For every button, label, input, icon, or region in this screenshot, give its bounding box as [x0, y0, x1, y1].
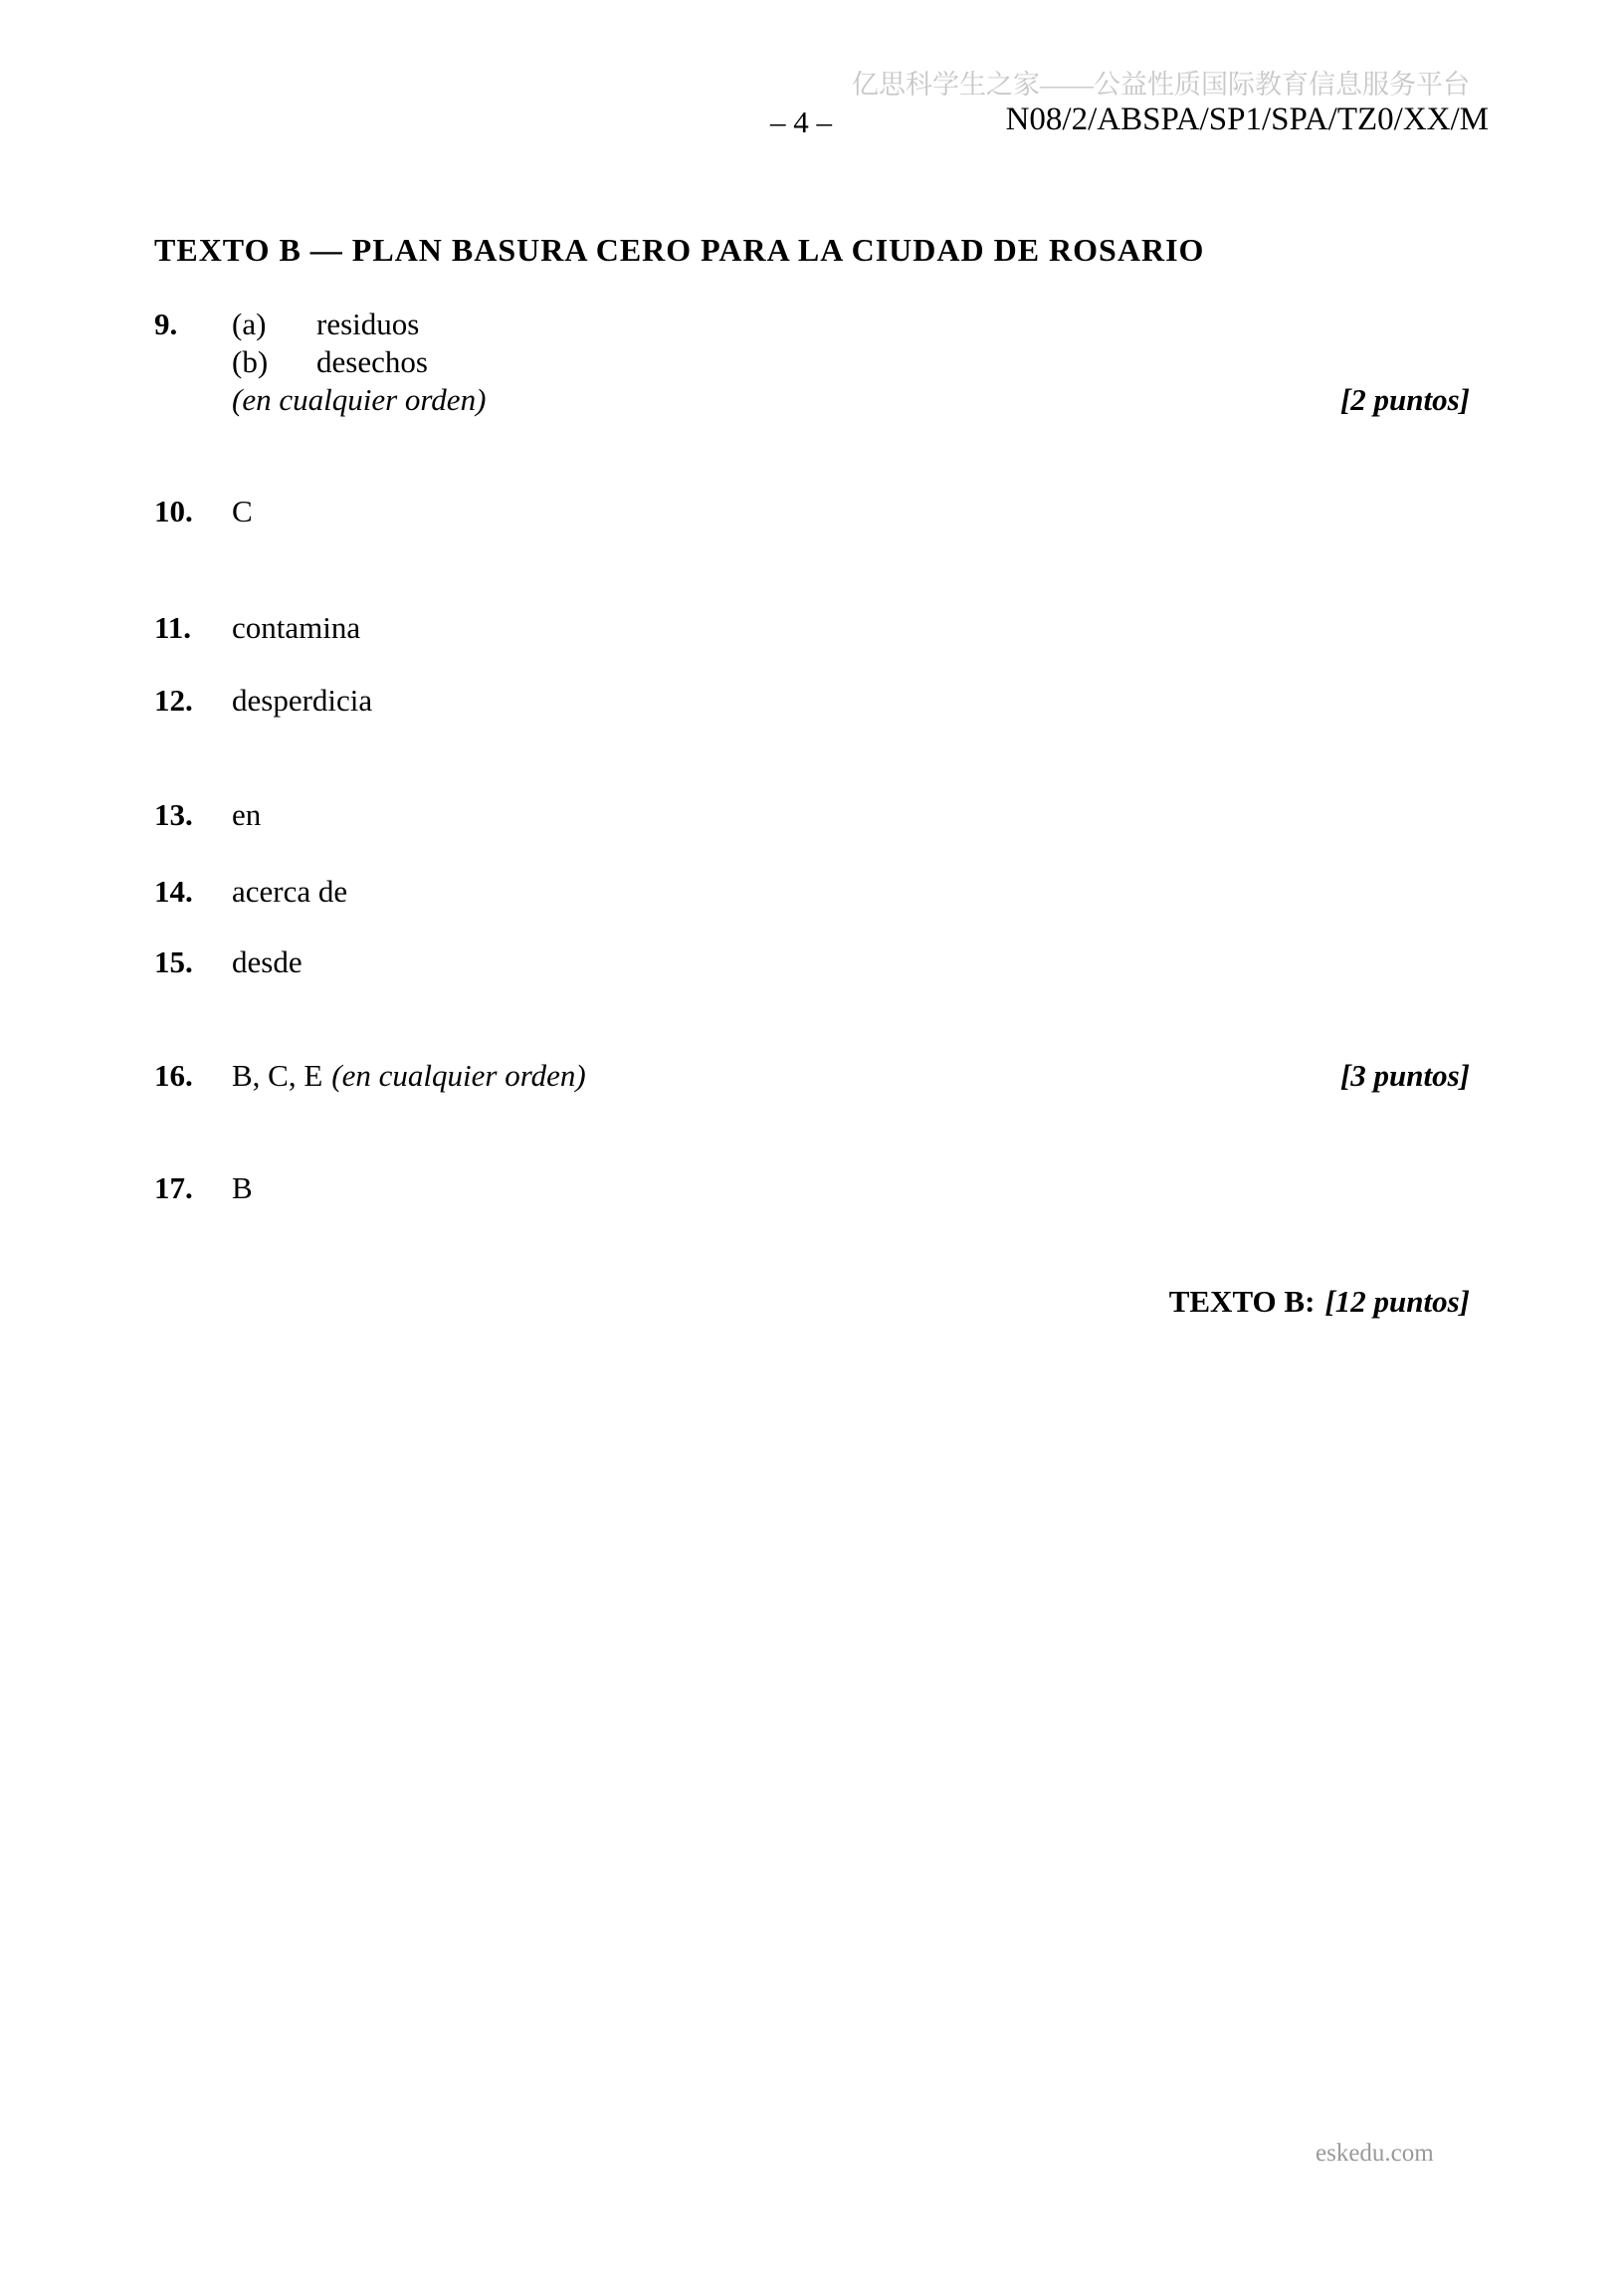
answer-text: B, C, E: [232, 1058, 323, 1093]
answer-item-16: [154, 1057, 1470, 1095]
answer-text: acerca de: [232, 874, 348, 909]
question-number: 9.: [154, 307, 178, 341]
answer-text: desde: [232, 944, 303, 979]
answer-part-row: [232, 343, 1470, 381]
answer-text: residuos: [316, 307, 420, 341]
answer-text: B: [232, 1170, 253, 1205]
question-number: 16.: [154, 1058, 193, 1093]
note-row: [232, 381, 1470, 419]
order-note: (en cualquier orden): [331, 1058, 586, 1093]
header-watermark: 亿思科学生之家——公益性质国际教育信息服务平台: [852, 70, 1470, 100]
page-title: TEXTO B — PLAN BASURA CERO PARA LA CIUDAD DE ROSARIO: [154, 232, 1205, 268]
question-number: 17.: [154, 1170, 193, 1205]
points-label: [3 puntos]: [1339, 1058, 1470, 1093]
question-number: 15.: [154, 944, 193, 979]
exam-code: N08/2/ABSPA/SP1/SPA/TZ0/XX/M: [1005, 102, 1489, 137]
section-total-label: TEXTO B:: [1168, 1284, 1316, 1319]
answer-part-row: [232, 306, 1470, 343]
part-label: (a): [232, 307, 267, 341]
question-number: 11.: [154, 610, 192, 645]
points-label: [2 puntos]: [1339, 382, 1470, 417]
part-label: (b): [232, 344, 269, 379]
answer-with-note: [232, 1057, 586, 1095]
answer-item-11: [154, 609, 1470, 647]
order-note: (en cualquier orden): [232, 382, 487, 417]
answer-item-15: [154, 943, 1470, 981]
question-number: 14.: [154, 874, 193, 909]
page-number: – 4 –: [770, 104, 832, 139]
question-number: 12.: [154, 683, 193, 718]
question-number: 13.: [154, 797, 193, 832]
answer-item-9: [154, 306, 1470, 419]
section-total-points: [12 puntos]: [1324, 1284, 1470, 1319]
answer-text: desechos: [316, 344, 428, 379]
answer-item-12: [154, 682, 1470, 720]
question-number: 10.: [154, 494, 193, 528]
footer-watermark: eskedu.com: [1316, 2140, 1434, 2167]
answer-item-13: [154, 796, 1470, 834]
section-total: [1169, 1283, 1470, 1321]
answer-item-10: [154, 493, 1470, 530]
answer-item-17: [154, 1169, 1470, 1207]
answer-text: C: [232, 494, 253, 528]
answer-item-14: [154, 873, 1470, 911]
answer-text: contamina: [232, 610, 361, 645]
answer-text: desperdicia: [232, 683, 373, 718]
answer-text: en: [232, 797, 262, 832]
